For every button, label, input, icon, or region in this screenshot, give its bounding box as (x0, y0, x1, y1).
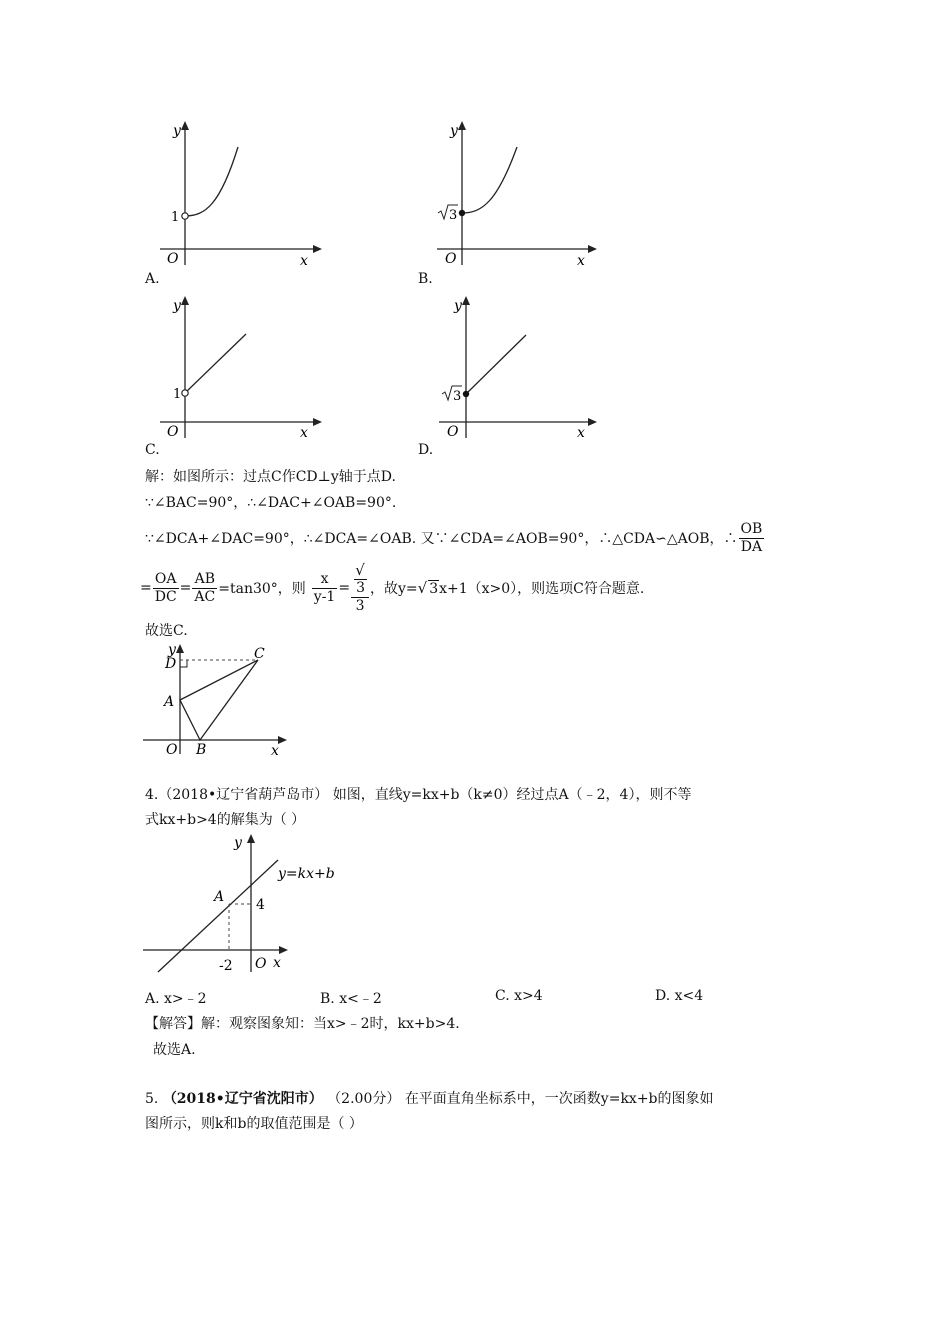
graph-option-b (425, 115, 600, 270)
q4-choice-b: B. x<﹣2 (320, 991, 382, 1007)
y-axis-label: y (234, 835, 242, 851)
tick-neg2-label: -2 (219, 958, 233, 974)
eq-sign: = (338, 580, 351, 596)
frac-denominator: AC (194, 588, 216, 605)
x-axis-label: x (577, 253, 585, 269)
solution-line-3-text: ∵∠DCA+∠DAC=90°，∴∠DCA=∠OAB. 又∵∠CDA=∠AOB=90°，∴△CDA∽△AOB，∴ (145, 531, 738, 547)
point-a-label: A (214, 889, 225, 905)
q3-triangle-figure (140, 640, 290, 758)
option-a-label: A. (145, 271, 160, 287)
eq-sign: = (140, 580, 152, 596)
y-axis-label: y (450, 123, 458, 139)
q4-analysis: 【解答】解：观察图象知：当x>﹣2时，kx+b>4. (145, 1016, 460, 1032)
q5-score: （2.00分） (327, 1091, 401, 1107)
conclusion-text-b: x+1（x>0），则选项C符合题意. (439, 581, 645, 597)
graph-option-d (425, 290, 600, 440)
x-axis-label: x (577, 425, 585, 440)
origin-label: O (255, 956, 267, 972)
q4-choice-c: C. x>4 (495, 988, 543, 1004)
q4-answer: 故选A. (153, 1042, 196, 1058)
conclusion-text-a: ，故y= (369, 581, 418, 597)
fraction-x-y1 (312, 571, 338, 606)
q4-line-figure (140, 828, 340, 976)
option-b-label: B. (418, 271, 433, 287)
intercept-label: 3 (453, 389, 462, 404)
tan-text: =tan30°，则 (218, 581, 306, 597)
x-axis-label: x (271, 743, 279, 758)
q4-stem-line-1: 4.（2018•辽宁省葫芦岛市） 如图，直线y=kx+b（k≠0）经过点A（﹣2，4），则不等 (145, 787, 692, 803)
y-axis-label: y (454, 298, 462, 314)
frac-denominator: 3 (355, 598, 365, 614)
eq-sign: = (179, 580, 192, 596)
x-axis-label: x (273, 955, 281, 971)
x-axis-label: x (300, 425, 308, 440)
y-axis-label: y (168, 642, 176, 658)
intercept-label: 1 (173, 387, 182, 402)
graph-option-a (150, 115, 325, 270)
frac-numerator: √ 3 (351, 561, 369, 598)
q5-stem-line-1 (145, 1088, 714, 1108)
point-c-label: C (254, 646, 265, 662)
tick-4-label: 4 (256, 897, 265, 913)
fraction-sqrt3-3 (351, 561, 369, 615)
solution-line-3 (145, 518, 765, 558)
frac-numerator: x (312, 571, 338, 589)
option-c-label: C. (145, 442, 160, 458)
q5-stem-line-2: 图所示，则k和b的取值范围是（ ） (145, 1116, 363, 1132)
sqrt-radicand: 3 (429, 580, 439, 597)
frac-denominator: y-1 (313, 588, 336, 605)
origin-label: O (167, 424, 179, 440)
frac-numerator: AB (192, 571, 217, 589)
line-equation-label: y=kx+b (278, 866, 335, 882)
q4-choice-a: A. x>﹣2 (145, 991, 207, 1007)
sqrt-radicand: 3 (356, 580, 365, 597)
intercept-label: 3 (449, 208, 458, 223)
solution-line-2: ∵∠BAC=90°，∴∠DAC+∠OAB=90°. (145, 495, 397, 511)
option-d-label: D. (418, 442, 434, 458)
frac-denominator: DA (740, 538, 763, 555)
point-d-label: D (165, 656, 177, 672)
solution-line-4 (140, 561, 645, 614)
point-a-label: A (164, 694, 175, 710)
q4-stem-line-2: 式kx+b>4的解集为（ ） (145, 812, 306, 828)
sqrt-sign: √ (417, 579, 428, 597)
frac-denominator: DC (154, 588, 177, 605)
fraction-ab-ac (192, 571, 217, 606)
q4-choice-d: D. x<4 (655, 988, 704, 1004)
y-axis-label: y (173, 123, 181, 139)
x-axis-label: x (300, 253, 308, 269)
origin-label: O (166, 742, 178, 758)
fraction-oa-dc (153, 571, 179, 606)
point-b-label: B (196, 742, 207, 758)
solution-line-1: 解：如图所示：过点C作CD⊥y轴于点D. (145, 469, 396, 485)
q5-stem-rest: 在平面直角坐标系中，一次函数y=kx+b的图象如 (404, 1091, 714, 1107)
frac-numerator: OB (740, 520, 763, 537)
q5-number: 5. (145, 1091, 159, 1107)
q3-answer: 故选C. (145, 623, 188, 639)
graph-option-c (150, 290, 325, 440)
origin-label: O (167, 251, 179, 267)
origin-label: O (447, 424, 459, 440)
frac-numerator: OA (153, 571, 179, 589)
origin-label: O (445, 251, 457, 267)
y-axis-label: y (173, 298, 181, 314)
intercept-label: 1 (171, 210, 180, 225)
fraction-ob-da (739, 521, 765, 556)
q5-source: （2018•辽宁省沈阳市） (162, 1091, 323, 1107)
